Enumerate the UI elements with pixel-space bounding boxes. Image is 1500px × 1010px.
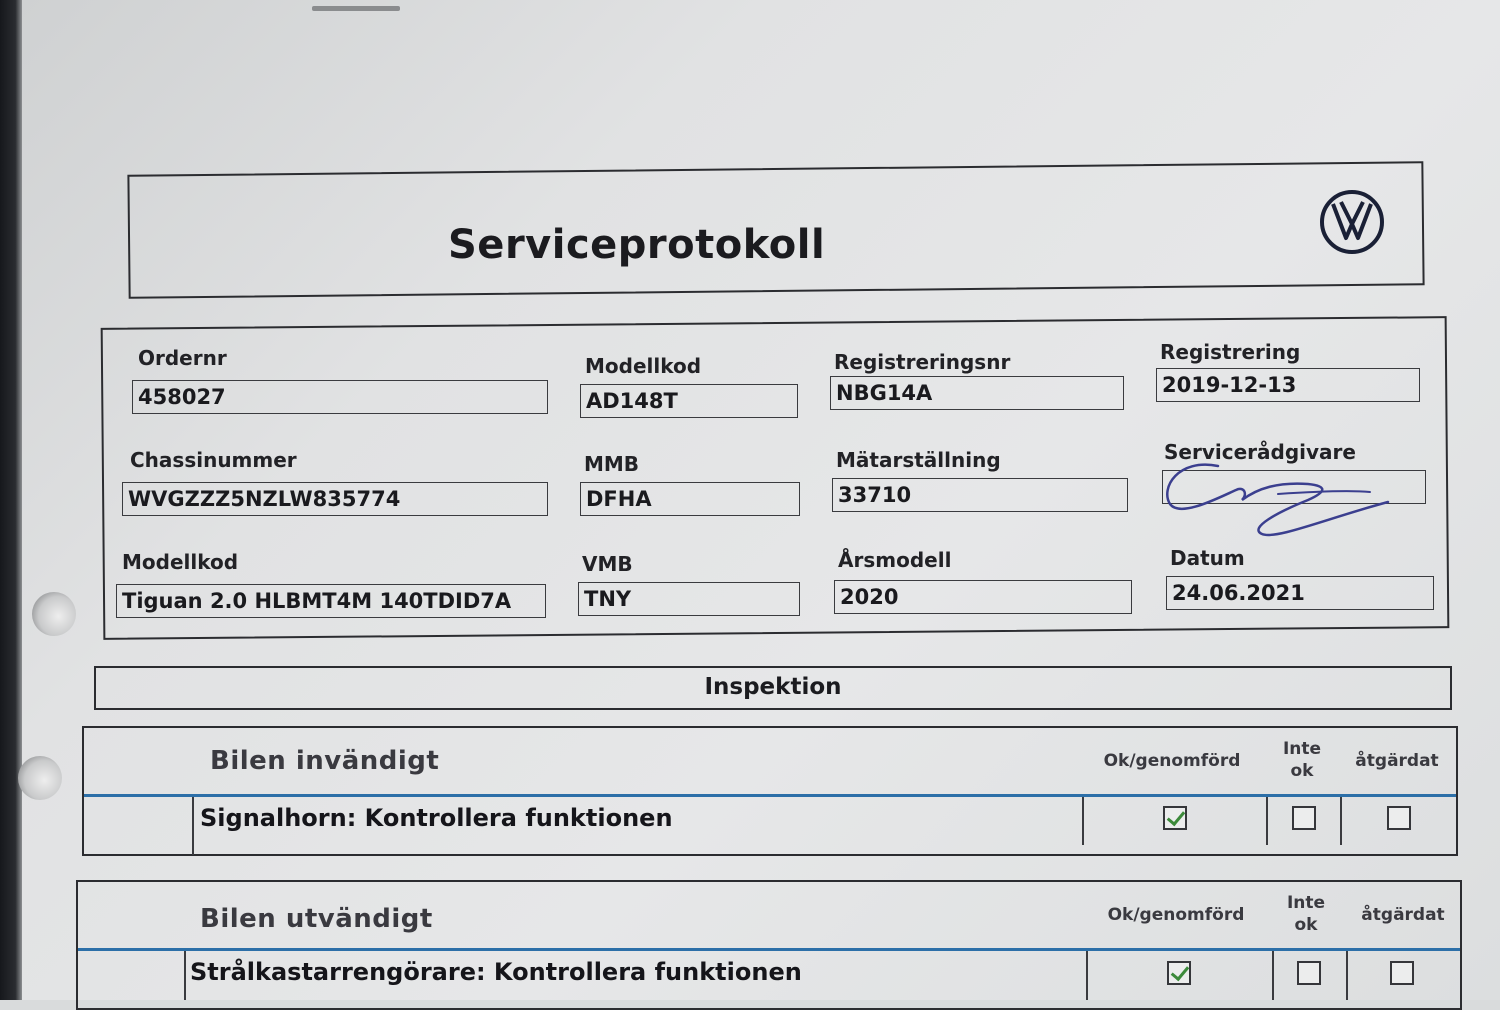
section-exterior bbox=[76, 880, 1462, 1010]
col-ok-header: Ok/genomförd bbox=[1107, 905, 1245, 925]
model-year-label: Årsmodell bbox=[838, 548, 952, 572]
order-no-field: 458027 bbox=[132, 380, 548, 414]
column-divider bbox=[1266, 797, 1268, 845]
reg-no-field: NBG14A bbox=[830, 376, 1124, 410]
registration-field: 2019-12-13 bbox=[1156, 368, 1420, 402]
fixed-checkbox[interactable] bbox=[1387, 806, 1411, 830]
background-edge bbox=[0, 0, 22, 1000]
date-label: Datum bbox=[1170, 546, 1245, 570]
model-code-field: AD148T bbox=[580, 384, 798, 418]
chassis-no-field: WVGZZZ5NZLW835774 bbox=[122, 482, 548, 516]
service-advisor-label: Servicerådgivare bbox=[1164, 440, 1356, 464]
odometer-field: 33710 bbox=[832, 478, 1128, 512]
inspection-heading: Inspektion bbox=[94, 666, 1452, 710]
model-code-2-field: Tiguan 2.0 HLBMT4M 140TDID7A bbox=[116, 584, 546, 618]
section-title: Bilen invändigt bbox=[210, 746, 440, 776]
fixed-checkbox[interactable] bbox=[1390, 961, 1414, 985]
col-fixed-header: åtgärdat bbox=[1361, 905, 1445, 925]
col-not-ok-header: Inte ok bbox=[1282, 739, 1322, 781]
vmb-label: VMB bbox=[582, 552, 633, 576]
chassis-no-label: Chassinummer bbox=[130, 448, 297, 472]
column-divider bbox=[1340, 797, 1342, 845]
staple bbox=[312, 6, 400, 11]
mmb-label: MMB bbox=[584, 452, 640, 476]
vmb-field: TNY bbox=[578, 582, 800, 616]
column-divider bbox=[192, 797, 194, 855]
document-title: Serviceprotokoll bbox=[448, 222, 826, 268]
section-divider bbox=[78, 948, 1460, 951]
order-no-label: Ordernr bbox=[138, 346, 227, 370]
ok-checkbox[interactable] bbox=[1163, 806, 1187, 830]
mmb-field: DFHA bbox=[580, 482, 800, 516]
not-ok-checkbox[interactable] bbox=[1292, 806, 1316, 830]
section-title: Bilen utvändigt bbox=[200, 904, 433, 934]
model-code-label: Modellkod bbox=[585, 354, 702, 378]
signature-image bbox=[1158, 448, 1398, 544]
check-row-text: Signalhorn: Kontrollera funktionen bbox=[200, 804, 673, 832]
column-divider bbox=[1086, 951, 1088, 1000]
column-divider bbox=[1272, 951, 1274, 1000]
registration-label: Registrering bbox=[1160, 340, 1301, 364]
col-not-ok-header: Inte ok bbox=[1286, 893, 1326, 935]
punch-hole bbox=[18, 756, 62, 800]
check-row-text: Strålkastarrengörare: Kontrollera funktionen bbox=[190, 958, 802, 986]
model-year-field: 2020 bbox=[834, 580, 1132, 614]
punch-hole bbox=[32, 592, 76, 636]
vw-logo-icon bbox=[1318, 188, 1386, 256]
model-code-2-label: Modellkod bbox=[122, 550, 239, 574]
column-divider bbox=[184, 951, 186, 1000]
col-ok-header: Ok/genomförd bbox=[1103, 751, 1241, 771]
not-ok-checkbox[interactable] bbox=[1297, 961, 1321, 985]
column-divider bbox=[1346, 951, 1348, 1000]
odometer-label: Mätarställning bbox=[836, 448, 1001, 472]
reg-no-label: Registreringsnr bbox=[834, 350, 1011, 374]
ok-checkbox[interactable] bbox=[1167, 961, 1191, 985]
section-divider bbox=[84, 794, 1456, 797]
column-divider bbox=[1082, 797, 1084, 845]
col-fixed-header: åtgärdat bbox=[1355, 751, 1439, 771]
date-field: 24.06.2021 bbox=[1166, 576, 1434, 610]
